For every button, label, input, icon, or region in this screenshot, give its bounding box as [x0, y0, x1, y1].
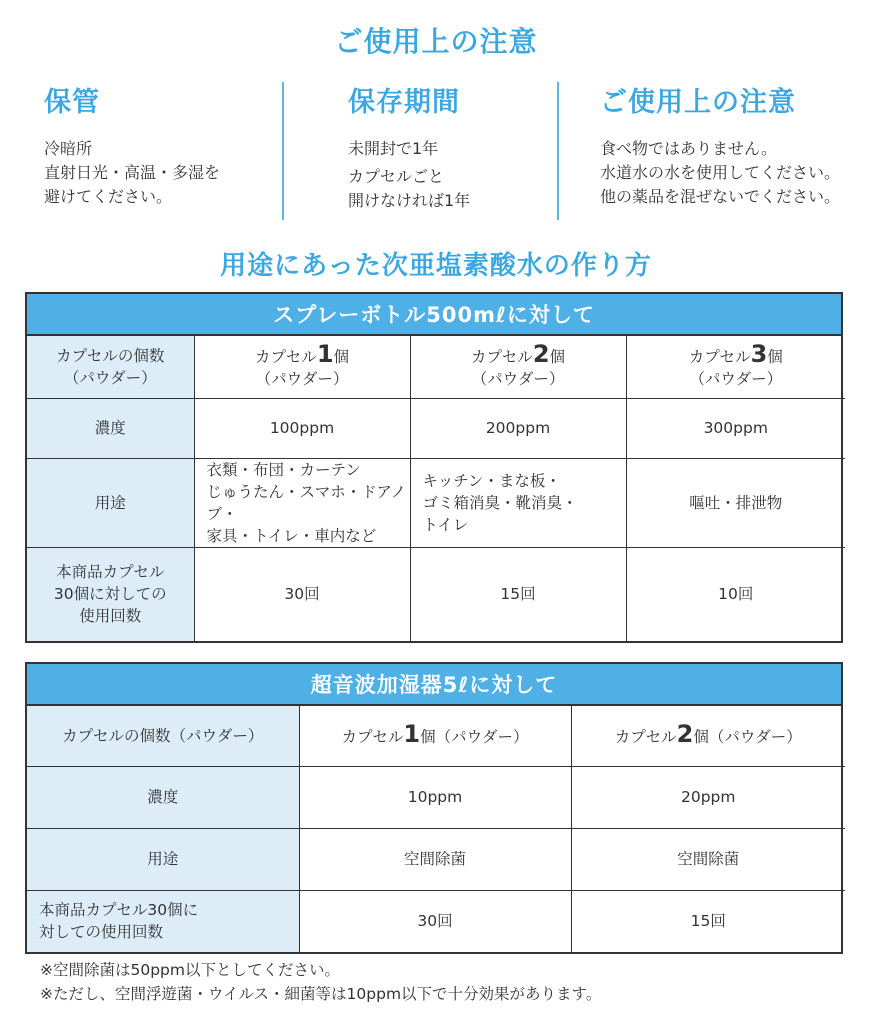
table-cell: 100ppm	[194, 398, 410, 458]
table-row	[27, 828, 845, 890]
footnotes	[40, 958, 601, 1006]
spray-bottle-table-title: スプレーボトル500mℓに対して	[27, 294, 841, 336]
powder-label: （パウダー）	[708, 728, 802, 747]
capsule-count: 1	[316, 340, 334, 369]
caution-column	[600, 80, 872, 209]
capsule-suffix: 個	[420, 728, 436, 747]
page-title: ご使用上の注意	[334, 25, 538, 58]
table-row	[27, 336, 845, 398]
capsule-count: 2	[676, 720, 694, 749]
footnote: ※空間除菌は50ppm以下としてください。	[40, 961, 340, 979]
table-row	[27, 890, 845, 952]
capsule-count-cell	[626, 336, 845, 398]
capsule-suffix: 個	[549, 348, 566, 367]
table-cell: 200ppm	[410, 398, 626, 458]
powder-label: （パウダー）	[689, 370, 783, 389]
row-label: 濃度	[27, 398, 194, 458]
capsule-prefix: カプセル	[614, 728, 677, 747]
storage-heading: 保管	[44, 87, 100, 118]
humidifier-grid	[27, 706, 845, 952]
table-cell: 30回	[299, 890, 571, 952]
shelf-life-text-2: カプセルごと 開けなければ1年	[348, 167, 471, 210]
table-cell: 空間除菌	[571, 828, 845, 890]
capsule-prefix: カプセル	[688, 348, 751, 367]
table-cell: 嘔吐・排泄物	[626, 458, 845, 547]
capsule-suffix: 個	[767, 348, 783, 367]
capsule-count: 3	[750, 340, 768, 369]
caution-text: 食べ物ではありません。 水道水の水を使用してください。 他の薬品を混ぜないでください。	[600, 139, 841, 206]
table-cell: 15回	[410, 547, 626, 641]
powder-label: （パウダー）	[471, 370, 565, 389]
section-title: 用途にあった次亜塩素酸水の作り方	[220, 251, 652, 281]
shelf-life-text-1: 未開封で1年	[348, 139, 439, 158]
column-divider	[282, 82, 284, 220]
powder-label: （パウダー）	[435, 728, 529, 747]
table-cell: 衣類・布団・カーテン じゅうたん・スマホ・ドアノブ・ 家具・トイレ・車内など	[194, 458, 410, 547]
table-row	[27, 458, 845, 547]
spray-bottle-table	[25, 292, 843, 643]
row-label: 濃度	[27, 766, 299, 828]
table-cell: 300ppm	[626, 398, 845, 458]
column-divider	[557, 82, 559, 220]
capsule-count-cell	[410, 336, 626, 398]
row-label: 用途	[27, 458, 194, 547]
storage-text: 冷暗所 直射日光・高温・多湿を 避けてください。	[44, 139, 221, 206]
capsule-count: 2	[532, 340, 550, 369]
row-label: 本商品カプセル30個に 対しての使用回数	[27, 890, 299, 952]
header-label-cell: カプセルの個数（パウダー）	[27, 706, 299, 766]
table-cell: 10回	[626, 547, 845, 641]
capsule-count-cell	[299, 706, 571, 766]
footnote: ※ただし、空間浮遊菌・ウイルス・細菌等は10ppm以下で十分効果があります。	[40, 985, 602, 1003]
table-cell: 20ppm	[571, 766, 845, 828]
storage-column	[44, 80, 274, 209]
capsule-count-cell	[571, 706, 845, 766]
powder-label: （パウダー）	[255, 370, 349, 389]
capsule-prefix: カプセル	[470, 348, 533, 367]
table-cell: 10ppm	[299, 766, 571, 828]
capsule-count: 1	[403, 720, 421, 749]
table-row	[27, 706, 845, 766]
table-row	[27, 547, 845, 641]
humidifier-table-title: 超音波加湿器5ℓに対して	[27, 664, 841, 706]
spray-bottle-grid	[27, 336, 845, 641]
table-cell: 空間除菌	[299, 828, 571, 890]
capsule-count-cell	[194, 336, 410, 398]
capsule-suffix: 個	[693, 728, 709, 747]
caution-heading: ご使用上の注意	[600, 87, 796, 118]
header-label-cell: カプセルの個数 （パウダー）	[27, 336, 194, 398]
table-row	[27, 766, 845, 828]
table-cell: 15回	[571, 890, 845, 952]
table-row	[27, 398, 845, 458]
row-label: 用途	[27, 828, 299, 890]
table-cell: キッチン・まな板・ ゴミ箱消臭・靴消臭・ トイレ	[410, 458, 626, 547]
capsule-prefix: カプセル	[254, 348, 317, 367]
capsule-suffix: 個	[333, 348, 350, 367]
table-cell: 30回	[194, 547, 410, 641]
humidifier-table	[25, 662, 843, 954]
shelf-life-heading: 保存期間	[348, 87, 460, 118]
capsule-prefix: カプセル	[341, 728, 404, 747]
shelf-life-column	[348, 80, 548, 213]
row-label: 本商品カプセル 30個に対しての 使用回数	[27, 547, 194, 641]
